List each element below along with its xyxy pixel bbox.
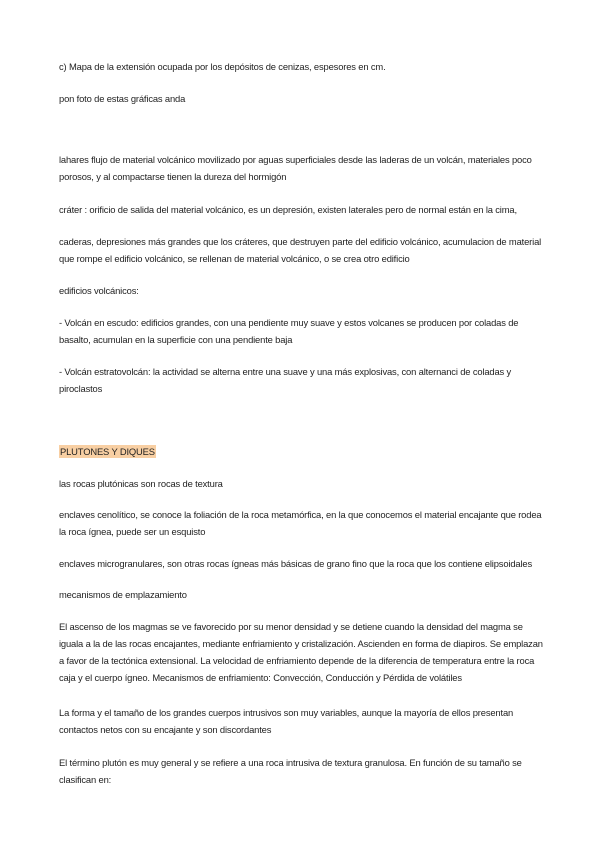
paragraph-lahares: lahares flujo de material volcánico movilizado por aguas superficiales desde las laderas de un volcán, materiales poco porosos, y al compactarse tienen la dureza del hormigón [59,154,532,182]
paragraph-microgranular-enclaves: enclaves microgranulares, son otras rocas ígneas más básicas de grano fino que la roca que los contiene elipsoidales [59,558,532,569]
section-heading [59,443,547,460]
paragraph-volcanic-buildings: edificios volcánicos: [59,285,139,296]
paragraph-map-caption: c) Mapa de la extensión ocupada por los depósitos de cenizas, espesores en cm. [59,61,386,72]
paragraph-pluton-definition: El término plutón es muy general y se refiere a una roca intrusiva de textura granulosa. En función de su tamaño se clasifican en: [59,757,522,785]
paragraph-xenolith-enclaves: enclaves cenolítico, se conoce la foliación de la roca metamórfica, en la que conocemos el material encajante que rodea la roca ígnea, puede ser un esquisto [59,509,542,537]
paragraph-calderas: caderas, depresiones más grandes que los cráteres, que destruyen parte del edificio volcánico, acumulacion de material que rompe el edificio volcánico, se rellenan de material volcánico, o se crea otro edificio [59,236,542,264]
heading-highlight: PLUTONES Y DIQUES [60,446,155,457]
paragraph-intrusive-bodies: La forma y el tamaño de los grandes cuerpos intrusivos son muy variables, aunque la mayoría de ellos presentan contactos netos con su encajante y son discordantes [59,707,514,735]
paragraph-plutonic-rocks: las rocas plutónicas son rocas de textura [59,478,223,489]
paragraph-magma-ascent: El ascenso de los magmas se ve favorecido por su menor densidad y se detiene cuando la densidad del magma se iguala a la de las rocas encajantes, mediante enfriamiento y cristalización. Ascienden en forma de diapiros. Se emplazan a favor de la tectónica extensional. La velocidad de enfriamiento depende de la diferencia de temperatura entre la roca caja y el cuerpo ígneo. Mecanismos de enfriamiento: Convección, Conducción y Pérdida de volátiles [59,621,543,683]
paragraph-shield-volcano: - Volcán en escudo: edificios grandes, con una pendiente muy suave y estos volcanes se producen por coladas de basalto, acumulan en la superficie con una pendiente baja [59,317,519,345]
paragraph-note: pon foto de estas gráficas anda [59,93,186,104]
paragraph-stratovolcano: - Volcán estratovolcán: la actividad se alterna entre una suave y una más explosivas, con alternanci de coladas y piroclastos [59,366,512,394]
paragraph-emplacement-title: mecanismos de emplazamiento [59,589,187,600]
paragraph-crater: cráter : orificio de salida del material volcánico, es un depresión, existen laterales pero de normal están en la cima, [59,204,517,215]
